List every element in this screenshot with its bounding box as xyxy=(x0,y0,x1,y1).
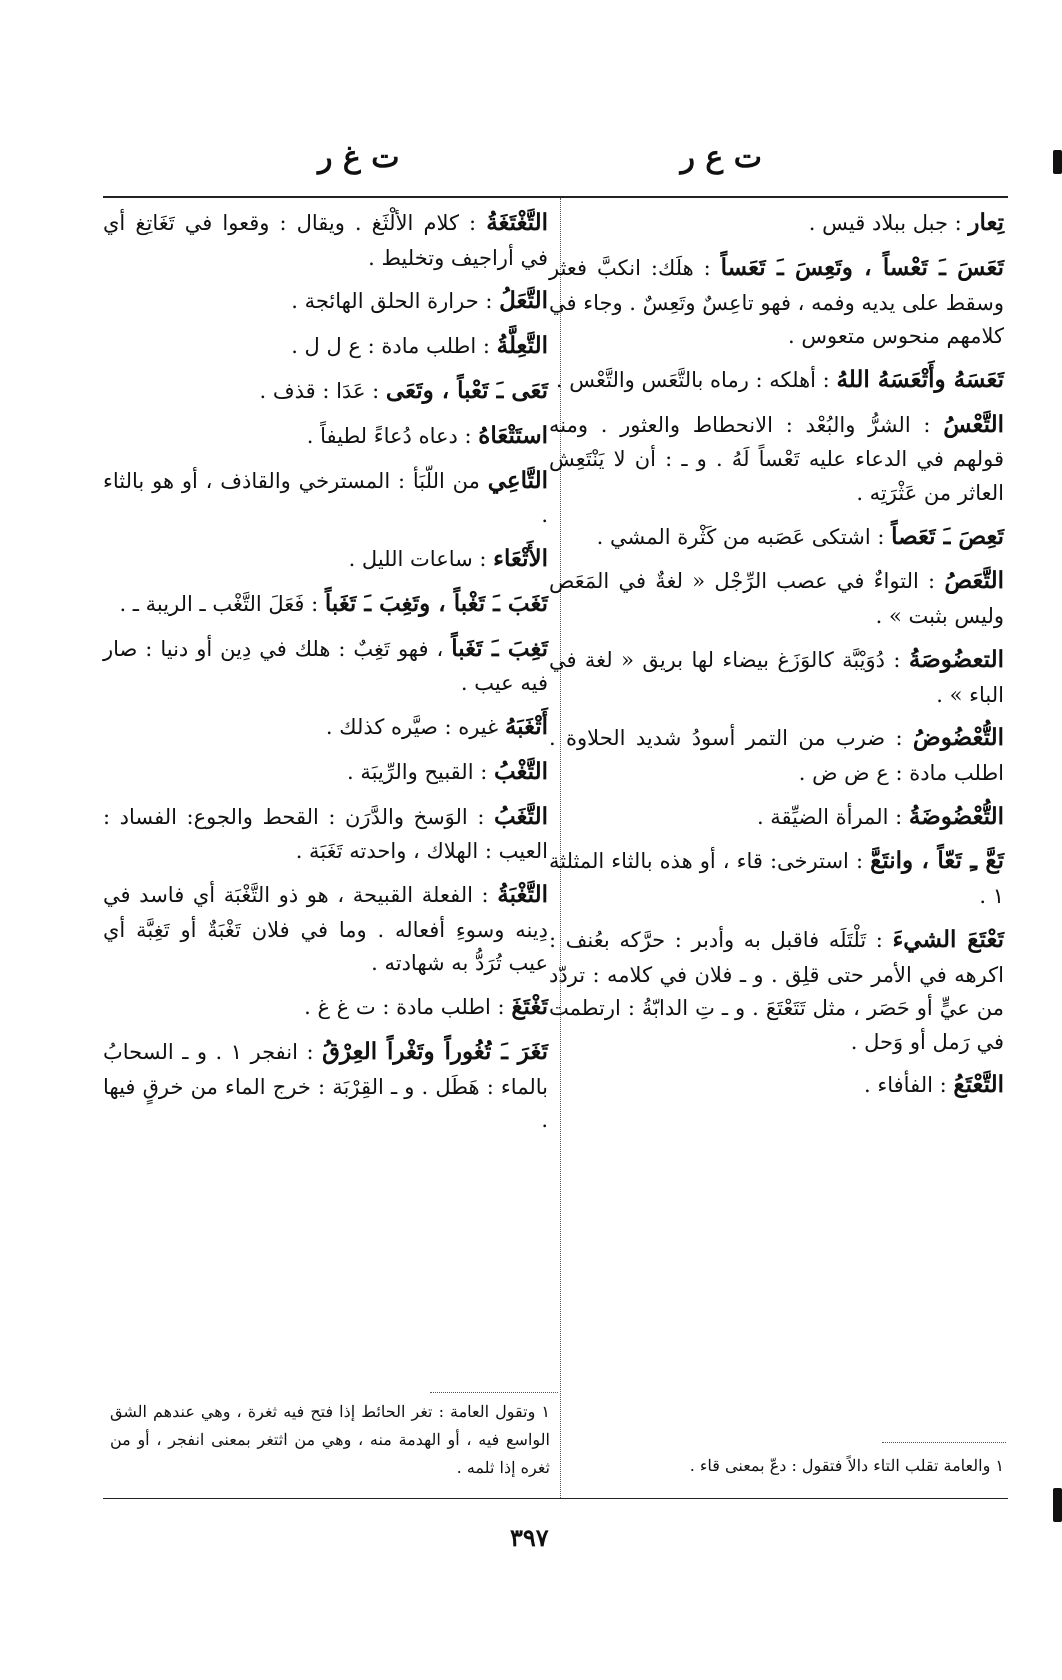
definition: : اطلب مادة : ع ل ل . xyxy=(291,334,490,359)
headword: التَّعْتَعُ xyxy=(953,1071,1004,1099)
definition: : القبيح والرِّيبَة . xyxy=(347,759,488,784)
headword: تَعِصَ ـَ تَعَصاً xyxy=(891,522,1004,550)
footnote-left: ١ وتقول العامة : تغر الحائط إذا فتح فيه ثغرة ، وهي عندهم الشق الواسع فيه ، أو الهدمة منه ، وهي من اثتغر بمعنى انفجر ، أو من ثغره إذا ثلمه . xyxy=(110,1402,550,1477)
running-header-right-root: ت ع ر xyxy=(680,140,762,175)
headword: تَعَسَ ـَ تَعْساً ، وتَعِسَ ـَ تَعَساً xyxy=(720,253,1004,281)
definition: : اشتكى عَصَبه من كَثْرة المشي . xyxy=(596,524,885,549)
headword: التَّعِلَّةُ xyxy=(496,332,548,360)
entry xyxy=(549,799,1004,836)
headword: تَغَبَ ـَ تَغْباً ، وتَغِبَ ـَ تَغَباً xyxy=(324,589,548,617)
definition: : ساعات الليل . xyxy=(348,546,487,571)
entry xyxy=(549,519,1004,556)
headword: تِعار xyxy=(968,209,1004,236)
definition: : استرخى: قاء ، أو هذه بالثاء المثلثة ١ . xyxy=(549,849,1004,909)
headword: التعضُوصَةُ xyxy=(908,645,1004,673)
entry xyxy=(103,631,548,701)
headword: تَعَى ـَ تَعْباً ، وتَعَى xyxy=(385,376,548,404)
entry xyxy=(549,642,1004,712)
definition: : جبل ببلاد قيس . xyxy=(808,211,962,235)
definition: : الشرُّ والبُعْد : الانحطاط والعثور . ومنه قولهم في الدعاء عليه تَعْساً لَهُ . و ـ : أن لا يَنْتَعِش العاثر من عَثْرَتِه . xyxy=(549,412,1004,505)
entry xyxy=(103,989,548,1026)
edge-mark-bottom xyxy=(1053,1488,1062,1522)
footnote-separator-right xyxy=(882,1442,1006,1443)
headword: تَغْتَغَ xyxy=(511,992,548,1020)
edge-mark-top xyxy=(1053,150,1062,174)
entry xyxy=(549,1067,1004,1104)
headword: التَّغَبُ xyxy=(493,802,548,830)
definition: : الفأفاء . xyxy=(864,1073,947,1098)
entry xyxy=(549,205,1004,242)
headword: تَغَرَ ـَ تُغُوراً وتَغْراً العِرْقُ xyxy=(322,1037,548,1065)
header-rule xyxy=(103,196,1008,198)
definition: : دُوَيْبَّة كالوَزَغ بيضاء لها بريق « لغة في الباء » . xyxy=(549,647,1004,707)
headword: تَعَسَهُ وأَتْعَسَهُ اللهُ xyxy=(836,365,1004,393)
definition: : عَدَا : قذف . xyxy=(259,378,380,403)
definition: : الوَسخ والدَّرَن : القحط والجوع: الفساد : العيب : الهلاك ، واحدته تَغَبَة . xyxy=(103,804,548,864)
entry xyxy=(103,709,548,746)
footer-rule xyxy=(103,1498,1008,1499)
entry xyxy=(103,799,548,869)
entry xyxy=(549,563,1004,633)
entry xyxy=(103,205,548,275)
definition: : التواءٌ في عصب الرِّجْل « لغةٌ في المَعَص وليس بثبت » . xyxy=(549,569,1004,629)
headword: التَّغْتَغَةُ xyxy=(486,209,549,236)
headword: أَتْغَبَهُ xyxy=(504,712,548,740)
entry xyxy=(103,877,548,981)
headword: التُّعْضُوضَةُ xyxy=(908,802,1004,830)
definition: : كلام الألْثَغ . ويقال : وقعوا في تَغَاتِغ أي في أراجيف وتخليط . xyxy=(103,211,548,270)
left-column xyxy=(103,205,548,1146)
entry xyxy=(549,250,1004,354)
entry xyxy=(549,922,1004,1060)
definition: : حرارة الحلق الهائجة . xyxy=(291,289,493,314)
headword: التُّعْضُوضُ xyxy=(912,724,1004,752)
definition: : الفعلة القبيحة ، هو ذو التَّغْبَة أي فاسد في دِينه وسوءِ أفعاله . وما في فلان تَغْبَةٌ أو تَغِبَّة أي عيب تُرَدُّ به شهادته . xyxy=(103,882,548,976)
entry xyxy=(549,720,1004,790)
headword: التَّعَصُ xyxy=(944,567,1004,595)
definition: : أهلكه : رماه بالتَّعَس والتَّعْس . xyxy=(555,367,830,392)
entry xyxy=(103,1034,548,1138)
definition: : دعاه دُعاءً لطيفاً . xyxy=(306,423,472,448)
headword: التَّعَلُ xyxy=(499,287,548,315)
entry xyxy=(549,362,1004,399)
entry xyxy=(103,283,548,320)
entry xyxy=(549,843,1004,913)
entry xyxy=(103,328,548,365)
headword: تَعْتَعَ الشيءَ xyxy=(892,925,1004,953)
definition: : اطلب مادة : ت غ غ . xyxy=(304,994,505,1019)
headword: التَّغْبَةُ xyxy=(497,880,548,908)
headword: تَغِبَ ـَ تَغَباً xyxy=(451,634,548,662)
definition: غيره : صيَّره كذلك . xyxy=(325,714,499,739)
definition: ، فهو تَغِبٌ : هلك في دِين أو دنيا : صار فيه عيب . xyxy=(103,636,548,696)
headword: التَّغْبُ xyxy=(493,757,548,785)
definition: : فَعَلَ التَّغْب ـ الريبة ـ . xyxy=(119,591,319,616)
headword: تَعَّ ـِ تَعّاً ، وانتَعَّ xyxy=(870,847,1004,875)
headword: استَتْعَاهُ xyxy=(478,421,548,449)
entry xyxy=(103,754,548,791)
headword: الأَتْعَاء xyxy=(493,544,548,572)
entry xyxy=(103,541,548,578)
headword: التَّعْسُ xyxy=(943,410,1004,438)
page-number: ٣٩٧ xyxy=(510,1523,549,1552)
definition: : المرأة الضيِّقة . xyxy=(756,804,903,829)
definition: : انفجر ١ . و ـ السحابُ بالماء : هَطَل . و ـ القِرْبَة : خرج الماء من خرقٍ فيها . xyxy=(103,1039,548,1133)
footnote-right: ١ والعامة تقلب التاء دالاً فتقول : دعّ بمعنى قاء . xyxy=(689,1456,1004,1475)
right-column xyxy=(549,205,1004,1112)
entry xyxy=(549,407,1004,511)
entry xyxy=(103,418,548,455)
running-header-left-root: ت غ ر xyxy=(318,140,400,175)
entry xyxy=(103,463,548,533)
entry xyxy=(103,373,548,410)
definition: : هلَك: انكبَّ فعثر وسقط على يديه وفمه ، فهو تاعِسٌ وتَعِسٌ . وجاء في كلامهم منحوس متعوس . xyxy=(549,255,1004,349)
definition: : تَلْتَلَه فاقبل به وأدبر : حرَّكه بعُنف : اكرهه في الأمر حتى قلِق . و ـ فلان في كلامه : تردّد من عيٍّ أو حَصَر ، مثل تَتَعْتَعَ . و ـ تِ الدابّةُ : ارتطمت في رَمل أو وَحل . xyxy=(549,927,1004,1054)
definition: : ضرب من التمر أسودُ شديد الحلاوة . اطلب مادة : ع ض ض . xyxy=(549,726,1004,785)
headword: التَّاعِي xyxy=(487,466,548,494)
definition: من اللّبَأ : المسترخي والقاذف ، أو هو بالثاء . xyxy=(103,468,548,528)
footnote-separator-left xyxy=(430,1392,558,1393)
entry xyxy=(103,586,548,623)
